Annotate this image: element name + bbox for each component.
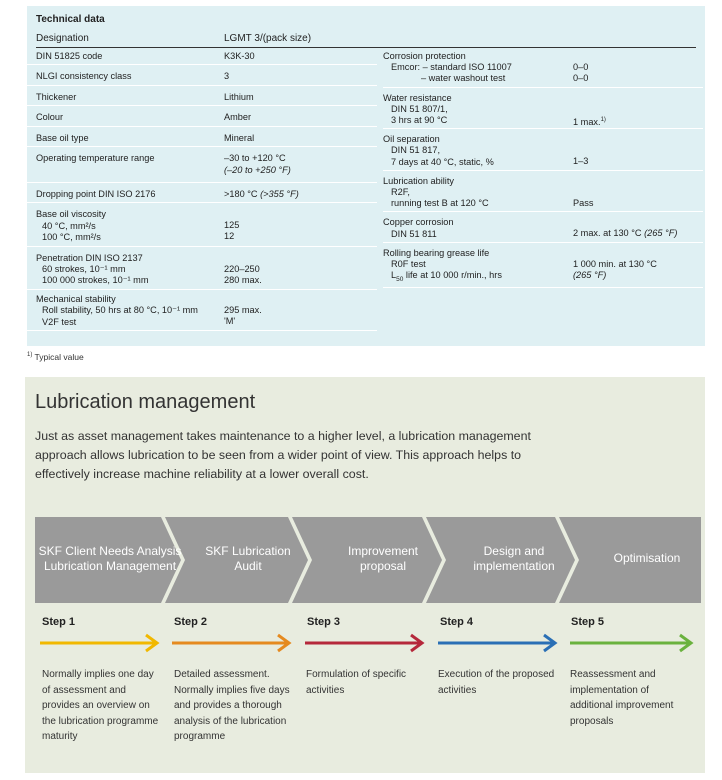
table-row: Water resistance DIN 51 807/1, 3 hrs at 90 °C 1 max.$^{1)}$ <box>383 88 703 130</box>
technical-data-left-table <box>27 48 377 331</box>
table-row: Copper corrosion DIN 51 811 2 max. at 130 °C (265 °F) <box>383 212 703 242</box>
table-row: Base oil viscosity 40 °C, mm²/s 125 100 °C, mm²/s 12 <box>27 203 377 246</box>
step-title: Step 1 <box>42 616 76 628</box>
technical-data-title: Technical data <box>36 14 105 25</box>
table-row: Thickener Lithium <box>27 86 377 106</box>
step-title: Step 4 <box>440 616 474 628</box>
step-description: Formulation of specific activities <box>306 669 407 696</box>
table-row: Dropping point DIN ISO 2176 >180 °C (>355 °F) <box>27 183 377 203</box>
step-4-arrow-icon <box>436 632 562 654</box>
step-title: Step 5 <box>571 616 605 628</box>
step-5-arrow-icon <box>568 632 698 654</box>
lubrication-management-panel <box>25 377 705 773</box>
step-description: Normally implies one day of assessment and provides an overview on the lubrication programme maturity <box>42 669 159 742</box>
table-row: Corrosion protection Emcor: – standard ISO 11007 0–0 – water washout test 0–0 <box>383 48 703 88</box>
technical-data-panel <box>27 6 705 346</box>
table-row: Rolling bearing grease life R0F test 1 000 min. at 130 °C $L_{50}$ life at 10 000 r/min., hrs (265 °F) <box>383 243 703 288</box>
step-title: Step 2 <box>174 616 208 628</box>
table-row: DIN 51825 code K3K-30 <box>27 48 377 65</box>
step-1-arrow-icon <box>38 632 164 654</box>
step-2-arrow-icon <box>170 632 296 654</box>
phase-label: SKF Client Needs Analysis Lubrication Management <box>38 543 182 573</box>
intro-paragraph: Just as asset management takes maintenance to a higher level, a lubrication management approach allows lubrication to be seen from a wider point of view. This approach helps to effectively increase machine reliability at a lower overall cost. <box>35 429 531 481</box>
technical-data-right-table <box>383 48 703 288</box>
pack-size-header: LGMT 3/(pack size) <box>224 33 312 44</box>
footnote: $^{1)}$ Typical value <box>27 352 84 362</box>
table-row: Lubrication ability R2F, running test B at 120 °C Pass <box>383 171 703 213</box>
step-3-arrow-icon <box>303 632 429 654</box>
phase-label: Optimisation <box>613 551 681 566</box>
table-row: Mechanical stability Roll stability, 50 hrs at 80 °C, 10⁻¹ mm 295 max. V2F test 'M' <box>27 290 377 331</box>
technical-data-header <box>36 33 696 48</box>
table-row: Penetration DIN ISO 2137 60 strokes, 10⁻¹ mm 220–250 100 000 strokes, 10⁻¹ mm 280 max. <box>27 247 377 290</box>
table-row: Oil separation DIN 51 817, 7 days at 40 °C, static, % 1–3 <box>383 129 703 171</box>
step-description: Execution of the proposed activities <box>438 669 555 696</box>
table-row: Colour Amber <box>27 106 377 126</box>
phase-label: Improvement proposal <box>347 543 419 573</box>
table-row: Base oil type Mineral <box>27 127 377 147</box>
phase-label: Design and implementation <box>473 543 555 573</box>
designation-header: Designation <box>36 33 89 44</box>
step-description: Reassessment and implementation of additional improvement proposals <box>570 669 674 727</box>
step-description: Detailed assessment. Normally implies five days and provides a thorough analysis of the lubrication programme <box>174 669 290 742</box>
table-row: NLGI consistency class 3 <box>27 65 377 85</box>
step-title: Step 3 <box>307 616 341 628</box>
section-title: Lubrication management <box>35 391 256 413</box>
table-row: Operating temperature range –30 to +120 °C (–20 to +250 °F) <box>27 147 377 183</box>
phase-label: SKF Lubrication Audit <box>205 543 291 573</box>
